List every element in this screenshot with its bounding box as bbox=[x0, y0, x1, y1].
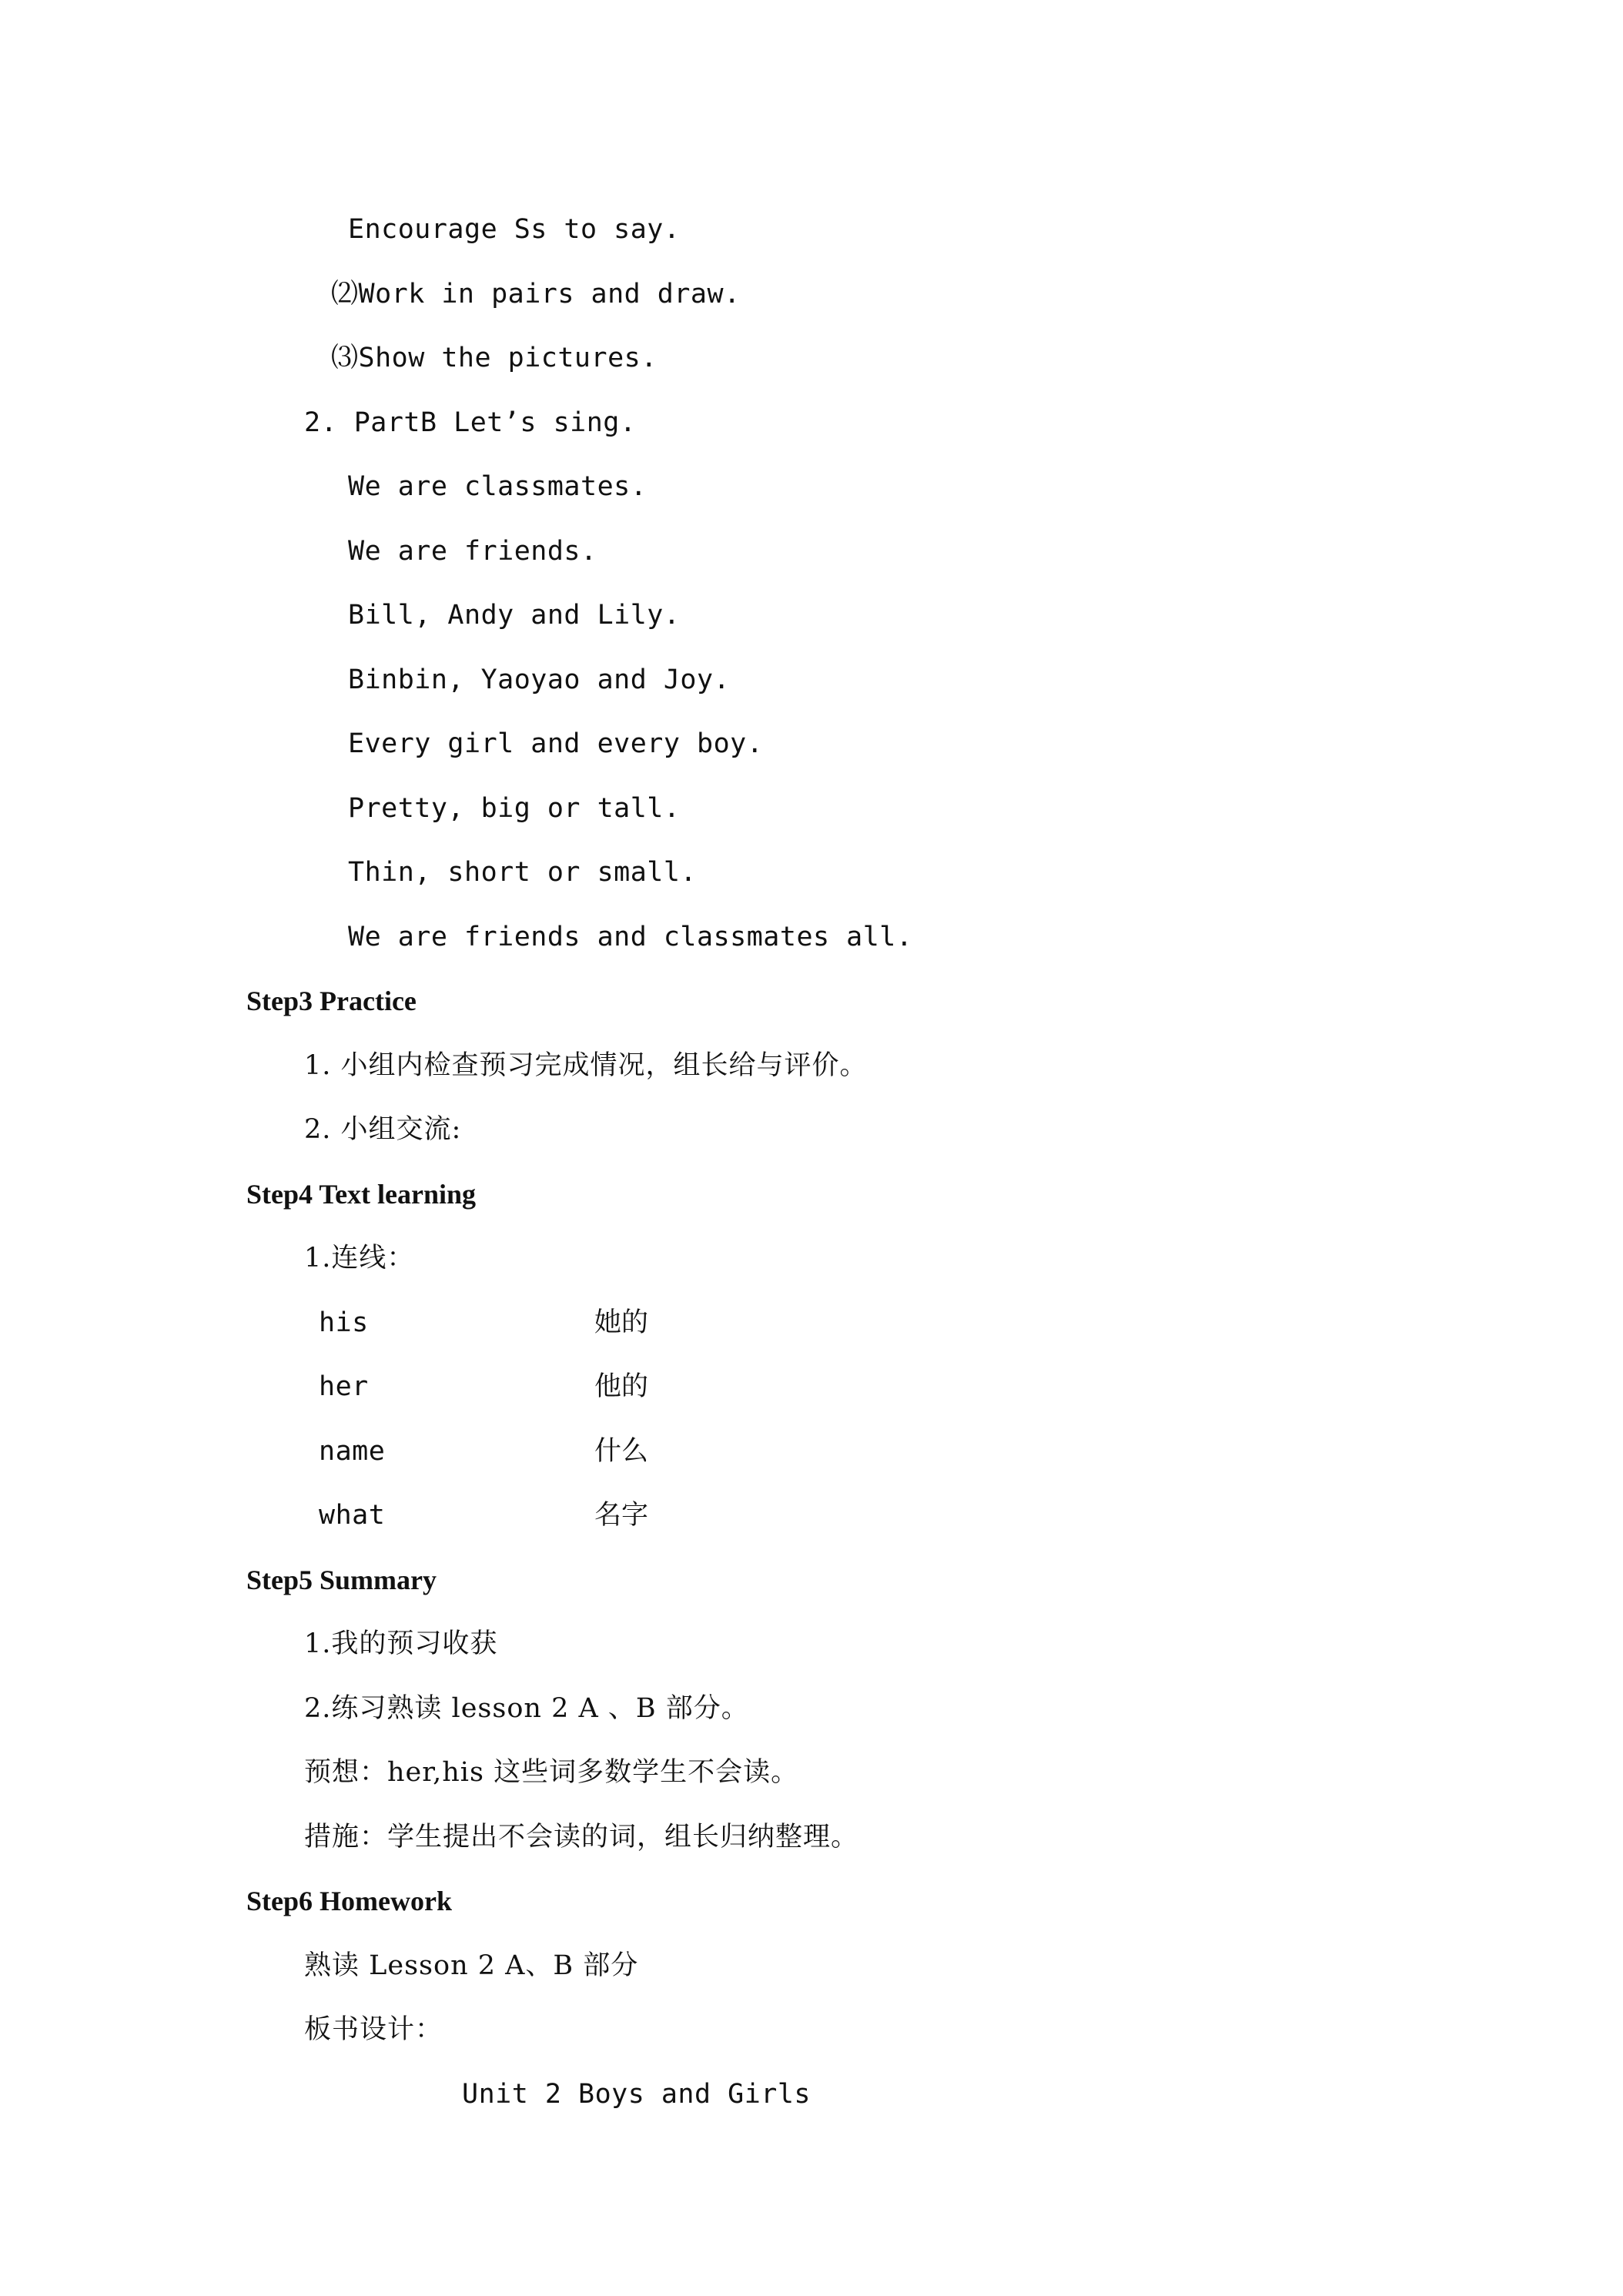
song-title-line: 2. PartB Let’s sing. bbox=[304, 407, 637, 438]
matching-english-word: what bbox=[319, 1500, 386, 1531]
work-in-pairs-line: ⑵Work in pairs and draw. bbox=[331, 279, 741, 310]
matching-english-word: his bbox=[319, 1307, 369, 1338]
matching-english-word: her bbox=[319, 1371, 369, 1402]
song-line: We are friends. bbox=[348, 536, 597, 567]
song-line: We are classmates. bbox=[348, 471, 648, 502]
matching-intro: 1.连线： bbox=[304, 1243, 415, 1274]
step3-heading: Step3 Practice bbox=[246, 986, 417, 1016]
step4-heading: Step4 Text learning bbox=[246, 1179, 477, 1210]
matching-english-word: name bbox=[319, 1436, 386, 1467]
song-line: Every girl and every boy. bbox=[348, 728, 764, 759]
matching-chinese-word: 什么 bbox=[594, 1436, 649, 1467]
step5-heading: Step5 Summary bbox=[246, 1565, 437, 1595]
step5-item: 预想：her,his 这些词多数学生不会读。 bbox=[304, 1757, 799, 1788]
board-design-title: Unit 2 Boys and Girls bbox=[462, 2079, 812, 2110]
show-pictures-line: ⑶Show the pictures. bbox=[331, 343, 658, 373]
step5-item: 1.我的预习收获 bbox=[304, 1628, 498, 1659]
song-line: We are friends and classmates all. bbox=[348, 922, 913, 952]
matching-chinese-word: 名字 bbox=[594, 1500, 649, 1531]
step5-item: 措施：学生提出不会读的词，组长归纳整理。 bbox=[304, 1822, 859, 1853]
step3-item: 1. 小组内检查预习完成情况，组长给与评价。 bbox=[304, 1050, 868, 1081]
step6-item: 板书设计： bbox=[304, 2014, 443, 2045]
step5-item: 2.练习熟读 lesson 2 A 、B 部分。 bbox=[304, 1693, 749, 1724]
matching-chinese-word: 他的 bbox=[594, 1371, 649, 1402]
song-line: Pretty, big or tall. bbox=[348, 793, 681, 824]
step3-item: 2. 小组交流: bbox=[304, 1114, 462, 1145]
song-line: Binbin, Yaoyao and Joy. bbox=[348, 664, 731, 695]
step6-item: 熟读 Lesson 2 A、B 部分 bbox=[304, 1950, 639, 1981]
song-line: Thin, short or small. bbox=[348, 857, 698, 888]
song-line: Bill, Andy and Lily. bbox=[348, 600, 681, 631]
encourage-line: Encourage Ss to say. bbox=[348, 214, 681, 245]
matching-chinese-word: 她的 bbox=[594, 1307, 649, 1338]
step6-heading: Step6 Homework bbox=[246, 1886, 452, 1916]
